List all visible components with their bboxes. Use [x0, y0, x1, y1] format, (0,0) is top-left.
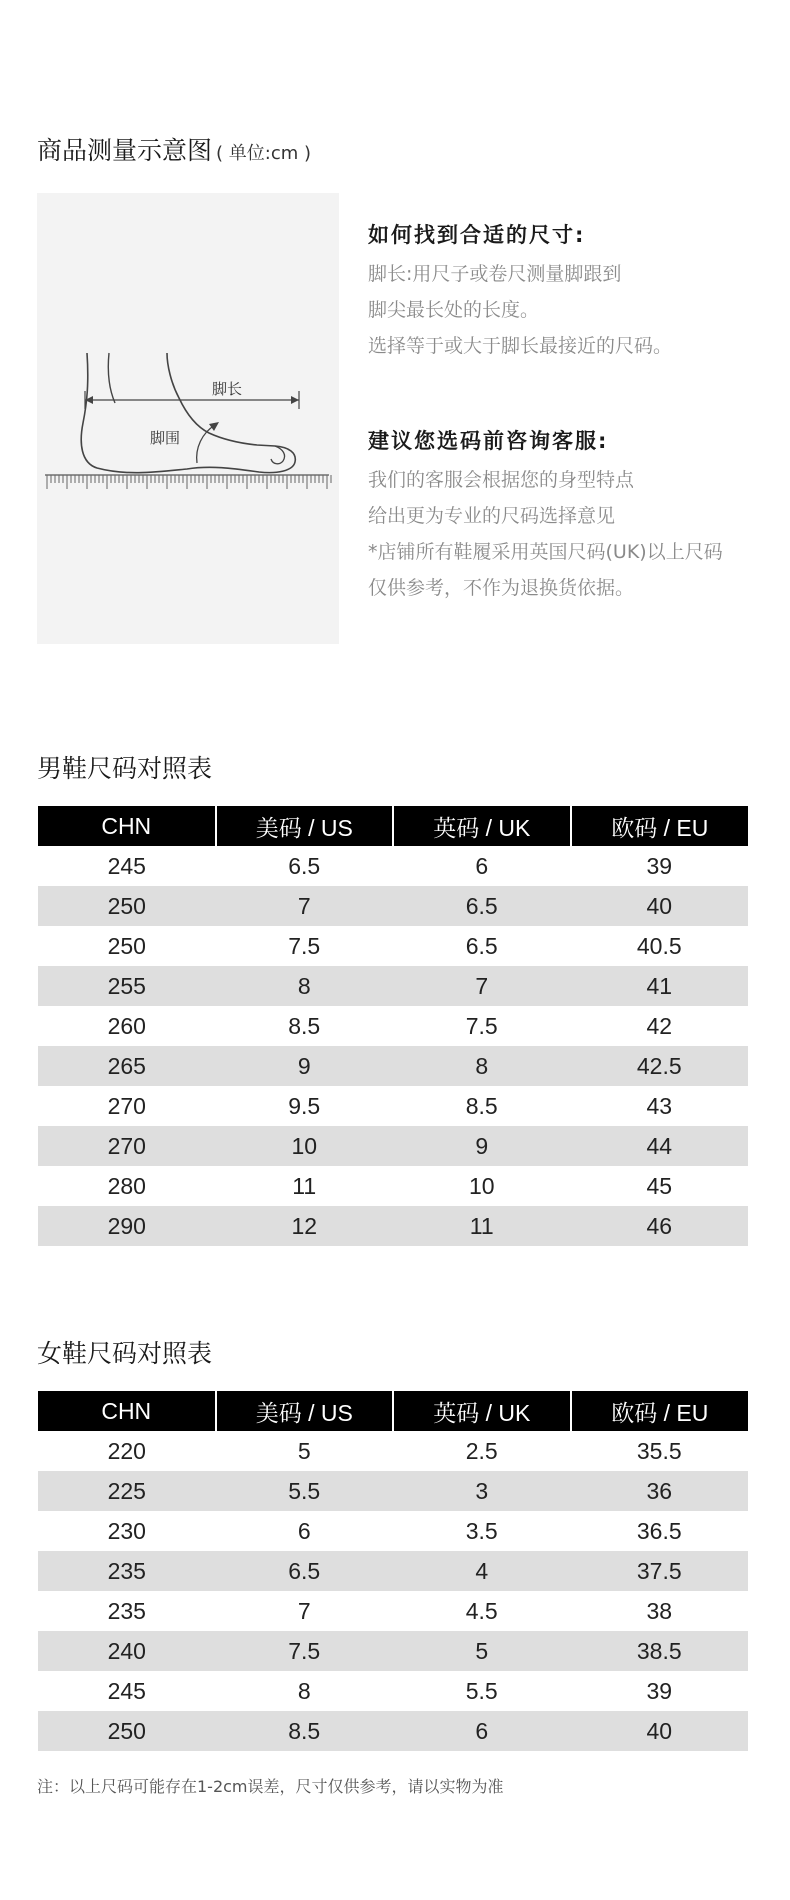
table-cell: 6 [393, 1711, 571, 1751]
table-row [38, 1511, 748, 1551]
table-cell: 270 [38, 1086, 216, 1126]
table-cell: 250 [38, 1711, 216, 1751]
women-size-table [38, 1391, 748, 1751]
table-header-row [38, 1391, 748, 1431]
foot-outline [81, 353, 295, 473]
table-cell: 10 [216, 1126, 394, 1166]
table-cell: 40 [571, 886, 749, 926]
column-header: CHN [38, 1391, 216, 1431]
table-cell: 12 [216, 1206, 394, 1246]
disclaimer-note: 注：以上尺码可能存在1-2cm误差，尺寸仅供参考，请以实物为准 [37, 1777, 504, 1796]
table-cell: 235 [38, 1551, 216, 1591]
table-cell: 42 [571, 1006, 749, 1046]
table-cell: 4 [393, 1551, 571, 1591]
table-cell: 41 [571, 966, 749, 1006]
column-header: 美码 / US [216, 1391, 394, 1431]
guide-consult [368, 426, 778, 606]
column-header: 美码 / US [216, 806, 394, 846]
table-cell: 265 [38, 1046, 216, 1086]
table-cell: 240 [38, 1631, 216, 1671]
women-table-body [38, 1431, 748, 1751]
table-row [38, 886, 748, 926]
toe-detail [271, 446, 285, 464]
men-size-table [38, 806, 748, 1246]
table-cell: 5.5 [216, 1471, 394, 1511]
guide-consult-line: 给出更为专业的尺码选择意见 [368, 505, 616, 527]
table-row [38, 1206, 748, 1246]
table-row [38, 926, 748, 966]
table-cell: 7.5 [216, 1631, 394, 1671]
table-cell: 220 [38, 1431, 216, 1471]
table-cell: 45 [571, 1166, 749, 1206]
table-cell: 5.5 [393, 1671, 571, 1711]
table-cell: 235 [38, 1591, 216, 1631]
table-cell: 5 [393, 1631, 571, 1671]
table-row [38, 966, 748, 1006]
table-cell: 8 [216, 1671, 394, 1711]
table-cell: 38 [571, 1591, 749, 1631]
table-cell: 8 [216, 966, 394, 1006]
table-cell: 2.5 [393, 1431, 571, 1471]
table-cell: 42.5 [571, 1046, 749, 1086]
guide-find-line: 脚长:用尺子或卷尺测量脚跟到 [368, 263, 622, 285]
table-header-row [38, 806, 748, 846]
measure-title-text: 商品测量示意图 [37, 136, 213, 165]
table-cell: 46 [571, 1206, 749, 1246]
table-row [38, 1166, 748, 1206]
guide-find-heading: 如何找到合适的尺寸: [368, 223, 586, 247]
table-cell: 4.5 [393, 1591, 571, 1631]
table-cell: 3 [393, 1471, 571, 1511]
table-cell: 9 [216, 1046, 394, 1086]
table-cell: 255 [38, 966, 216, 1006]
men-table-body [38, 846, 748, 1246]
table-cell: 9 [393, 1126, 571, 1166]
heel-contour [108, 353, 115, 403]
table-cell: 225 [38, 1471, 216, 1511]
guide-consult-line: *店铺所有鞋履采用英国尺码(UK)以上尺码 [368, 541, 723, 563]
table-cell: 43 [571, 1086, 749, 1126]
table-cell: 38.5 [571, 1631, 749, 1671]
guide-consult-line: 我们的客服会根据您的身型特点 [368, 469, 635, 491]
table-row [38, 1046, 748, 1086]
table-row [38, 1086, 748, 1126]
table-cell: 39 [571, 846, 749, 886]
length-arrow-right [291, 396, 299, 404]
table-row [38, 1431, 748, 1471]
table-cell: 8 [393, 1046, 571, 1086]
guide-consult-line: 仅供参考，不作为退换货依据。 [368, 577, 635, 599]
table-cell: 36 [571, 1471, 749, 1511]
measure-unit: ( 单位:cm ) [216, 143, 311, 164]
measure-title [37, 133, 311, 172]
table-cell: 39 [571, 1671, 749, 1711]
table-row [38, 1471, 748, 1511]
table-row [38, 1591, 748, 1631]
table-cell: 8.5 [393, 1086, 571, 1126]
table-cell: 40.5 [571, 926, 749, 966]
table-cell: 11 [393, 1206, 571, 1246]
column-header: CHN [38, 806, 216, 846]
table-cell: 7.5 [393, 1006, 571, 1046]
table-cell: 250 [38, 886, 216, 926]
foot-diagram [37, 193, 339, 644]
guide-find-line: 脚尖最长处的长度。 [368, 299, 540, 321]
ruler-ticks [47, 475, 331, 489]
table-cell: 6.5 [216, 1551, 394, 1591]
table-cell: 7.5 [216, 926, 394, 966]
table-cell: 7 [216, 886, 394, 926]
guide-find-line: 选择等于或大于脚长最接近的尺码。 [368, 335, 673, 357]
guide-consult-heading: 建议您选码前咨询客服: [368, 429, 609, 453]
column-header: 欧码 / EU [571, 806, 749, 846]
column-header: 欧码 / EU [571, 1391, 749, 1431]
guide-find-size [368, 220, 778, 364]
table-cell: 7 [216, 1591, 394, 1631]
girth-arrow-head [209, 422, 219, 431]
table-cell: 6.5 [393, 886, 571, 926]
table-row [38, 1006, 748, 1046]
table-cell: 10 [393, 1166, 571, 1206]
table-cell: 270 [38, 1126, 216, 1166]
column-header: 英码 / UK [393, 806, 571, 846]
table-cell: 36.5 [571, 1511, 749, 1551]
table-cell: 8.5 [216, 1006, 394, 1046]
table-cell: 245 [38, 1671, 216, 1711]
table-cell: 6.5 [393, 926, 571, 966]
table-cell: 260 [38, 1006, 216, 1046]
men-size-title: 男鞋尺码对照表 [37, 754, 213, 783]
table-row [38, 1551, 748, 1591]
table-cell: 35.5 [571, 1431, 749, 1471]
table-row [38, 846, 748, 886]
table-cell: 3.5 [393, 1511, 571, 1551]
table-cell: 250 [38, 926, 216, 966]
table-cell: 230 [38, 1511, 216, 1551]
table-cell: 5 [216, 1431, 394, 1471]
table-cell: 11 [216, 1166, 394, 1206]
table-cell: 40 [571, 1711, 749, 1751]
table-cell: 6.5 [216, 846, 394, 886]
table-row [38, 1631, 748, 1671]
table-cell: 280 [38, 1166, 216, 1206]
column-header: 英码 / UK [393, 1391, 571, 1431]
table-cell: 6 [216, 1511, 394, 1551]
table-row [38, 1126, 748, 1166]
table-cell: 290 [38, 1206, 216, 1246]
table-cell: 8.5 [216, 1711, 394, 1751]
length-label: 脚长 [211, 380, 243, 398]
table-cell: 245 [38, 846, 216, 886]
table-row [38, 1671, 748, 1711]
table-cell: 6 [393, 846, 571, 886]
table-row [38, 1711, 748, 1751]
table-cell: 9.5 [216, 1086, 394, 1126]
women-size-title: 女鞋尺码对照表 [37, 1339, 213, 1368]
table-cell: 44 [571, 1126, 749, 1166]
table-cell: 37.5 [571, 1551, 749, 1591]
girth-label: 脚围 [149, 429, 181, 447]
foot-measure-illustration [37, 193, 339, 644]
table-cell: 7 [393, 966, 571, 1006]
